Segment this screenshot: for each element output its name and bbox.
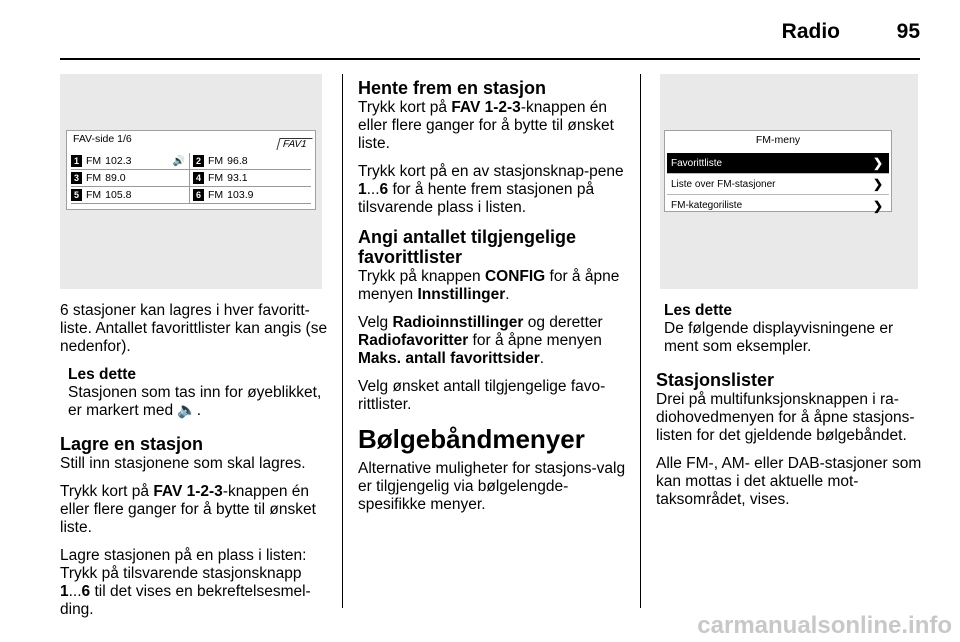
preset-freq: 89.0 bbox=[105, 172, 126, 184]
fav-preset-grid bbox=[71, 153, 311, 204]
fav-preset bbox=[189, 170, 311, 186]
fav-page-title: FAV-side 1/6 bbox=[73, 133, 132, 145]
preset-band: FM bbox=[86, 155, 102, 167]
fm-menu-display bbox=[664, 130, 892, 212]
paragraph: Lagre stasjonen på en plass i listen: Trykk på tilsvarende stasjonsknapp 1...6 til det vises en bekreftelsesmel-ding. bbox=[60, 547, 311, 618]
preset-band: FM bbox=[86, 172, 102, 184]
column-3 bbox=[656, 302, 924, 519]
fav-row bbox=[71, 187, 311, 204]
paragraph: Still inn stasjonene som skal lagres. bbox=[60, 455, 306, 472]
menu-item-label: FM-kategoriliste bbox=[671, 200, 743, 211]
paragraph: Trykk kort på FAV 1-2-3-knappen én eller flere ganger for å bytte til ønsket liste. bbox=[60, 483, 316, 536]
paragraph: Alternative muligheter for stasjons-valg er tilgjengelig via bølgelengde-spesifikke menyer. bbox=[358, 460, 626, 513]
preset-freq: 105.8 bbox=[105, 189, 132, 201]
paragraph: Alle FM-, AM- eller DAB-stasjoner som kan mottas i det aktuelle mot-taksområdet, vises. bbox=[656, 455, 922, 508]
paragraph: Velg Radioinnstillinger og deretter Radiofavoritter for å åpne menyen Maks. antall favorittsider. bbox=[358, 314, 603, 367]
page-title: Radio bbox=[781, 20, 840, 43]
fav-preset bbox=[71, 153, 189, 169]
preset-band: FM bbox=[208, 189, 224, 201]
preset-number: 6 bbox=[193, 189, 204, 201]
fm-menu-title: FM-meny bbox=[755, 134, 801, 146]
column-divider-2 bbox=[640, 74, 641, 608]
speaker-icon: 🔈 bbox=[177, 402, 197, 419]
speaker-icon: 🔊 bbox=[172, 155, 185, 167]
heading-lagre: Lagre en stasjon bbox=[60, 434, 204, 454]
page-number: 95 bbox=[896, 20, 920, 43]
watermark: carmanualsonline.info bbox=[697, 612, 952, 639]
paragraph: Trykk på knappen CONFIG for å åpne menyen Innstillinger. bbox=[358, 268, 620, 303]
preset-number: 2 bbox=[193, 155, 204, 167]
chevron-right-icon: ❯ bbox=[872, 177, 883, 191]
preset-freq: 96.8 bbox=[227, 155, 248, 167]
paragraph: 6 stasjoner kan lagres i hver favoritt-liste. Antallet favorittlister kan angis (se nedenfor). bbox=[60, 302, 328, 355]
heading-bolge: Bølgebåndmenyer bbox=[358, 424, 585, 454]
preset-freq: 102.3 bbox=[105, 155, 132, 167]
menu-item-label: Favorittliste bbox=[671, 157, 723, 169]
fav-row bbox=[71, 153, 311, 170]
heading-angi: Angi antallet tilgjengelige favorittlister bbox=[358, 227, 577, 267]
fav-preset bbox=[189, 187, 311, 203]
note-title: Les dette bbox=[68, 366, 137, 383]
menu-item bbox=[667, 195, 889, 216]
preset-band: FM bbox=[208, 155, 224, 167]
column-divider-1 bbox=[342, 74, 343, 608]
note-text: Stasjonen som tas inn for øyeblikket, er markert med bbox=[68, 384, 322, 419]
preset-number: 5 bbox=[71, 189, 82, 201]
preset-band: FM bbox=[208, 172, 224, 184]
fav-tab: FAV1 bbox=[277, 138, 313, 150]
menu-item-label: Liste over FM-stasjoner bbox=[671, 178, 776, 190]
heading-stasjon: Stasjonslister bbox=[656, 370, 775, 390]
header-rule bbox=[60, 58, 920, 60]
menu-item bbox=[667, 174, 889, 195]
note-title: Les dette bbox=[664, 302, 733, 319]
fav-preset bbox=[71, 187, 189, 203]
preset-band: FM bbox=[86, 189, 102, 201]
note-text: De følgende displayvisningene er ment som eksempler. bbox=[664, 320, 894, 355]
preset-freq: 103.9 bbox=[227, 189, 254, 201]
fav-display bbox=[66, 130, 316, 210]
fav-preset bbox=[189, 153, 311, 169]
fav-row bbox=[71, 170, 311, 187]
chevron-right-icon: ❯ bbox=[872, 198, 883, 213]
paragraph: Velg ønsket antall tilgjengelige favo-rittlister. bbox=[358, 378, 606, 413]
fm-menu-screen-image bbox=[660, 74, 918, 289]
paragraph: Drei på multifunksjonsknappen i ra-diohovedmenyen for å åpne stasjons-listen for det gjeldende bølgebåndet. bbox=[656, 391, 915, 444]
paragraph: Trykk kort på en av stasjonsknap-pene 1...6 for å hente frem stasjonen på tilsvarende plass i listen. bbox=[358, 163, 624, 216]
menu-item bbox=[667, 153, 889, 174]
column-1 bbox=[60, 302, 328, 629]
preset-number: 3 bbox=[71, 172, 82, 184]
preset-freq: 93.1 bbox=[227, 172, 248, 184]
chevron-right-icon: ❯ bbox=[872, 156, 883, 170]
fav-preset bbox=[71, 170, 189, 186]
note-box bbox=[656, 302, 924, 356]
paragraph: Trykk kort på FAV 1-2-3-knappen én eller flere ganger for å bytte til ønsket liste. bbox=[358, 99, 614, 152]
preset-number: 4 bbox=[193, 172, 204, 184]
column-2 bbox=[358, 78, 628, 524]
preset-number: 1 bbox=[71, 155, 82, 167]
note-box: Les dette Stasjonen som tas inn for øyeblikket, er markert med 🔈. bbox=[60, 366, 328, 420]
heading-hente: Hente frem en stasjon bbox=[358, 78, 547, 98]
page-header bbox=[60, 18, 920, 48]
fav-screen-image bbox=[60, 74, 322, 289]
fm-menu-list bbox=[667, 153, 889, 216]
